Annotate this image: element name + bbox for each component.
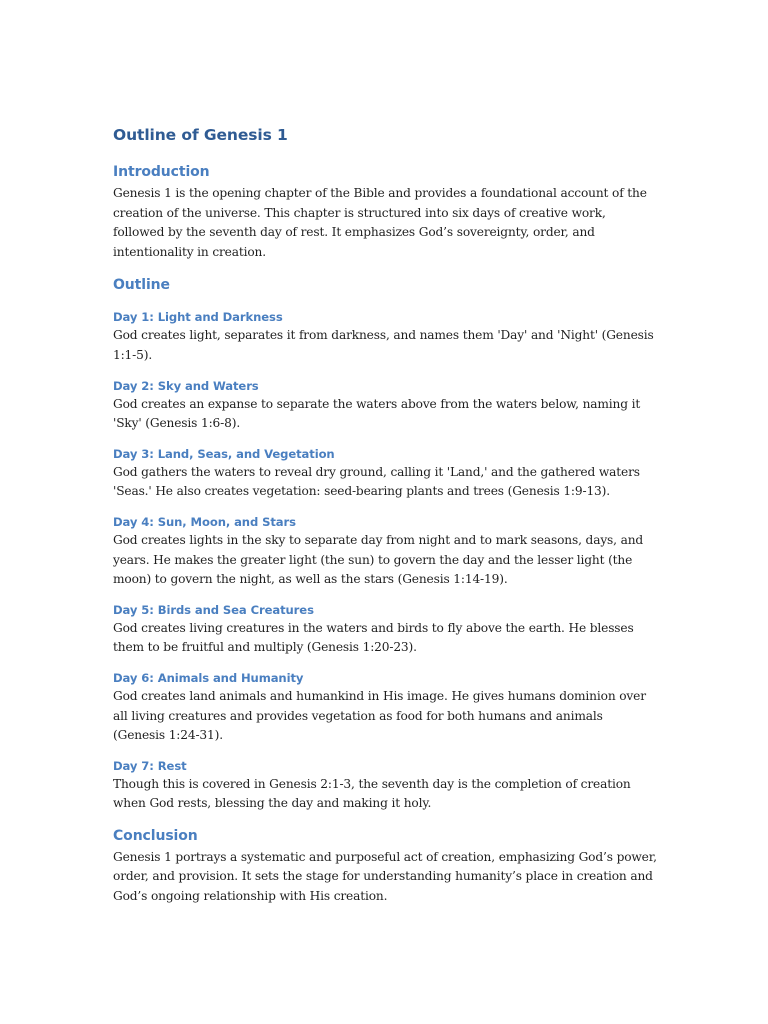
- introduction-paragraph: Genesis 1 is the opening chapter of the Bible and provides a foundational account of the creation of the universe. This chapter is structured into six days of creative work, followed by the seventh day of rest. It emphasizes God’s sovereignty, order, and intentionality in creation.: [113, 186, 647, 259]
- day-6-block: [113, 670, 658, 746]
- day-2-heading: Day 2: Sky and Waters: [113, 378, 259, 393]
- conclusion-section: [113, 826, 658, 907]
- day-1-block: [113, 309, 658, 365]
- day-3-block: [113, 446, 658, 502]
- day-7-block: [113, 758, 658, 814]
- document-title: Outline of Genesis 1: [113, 126, 288, 144]
- outline-section: [113, 275, 658, 814]
- day-6-paragraph: God creates land animals and humankind in His image. He gives humans dominion over all living creatures and provides vegetation as food for both humans and animals (Genesis 1:24-31).: [113, 688, 646, 743]
- day-1-paragraph: God creates light, separates it from darkness, and names them 'Day' and 'Night' (Genesis 1:1-5).: [113, 328, 654, 362]
- day-3-paragraph: God gathers the waters to reveal dry ground, calling it 'Land,' and the gathered waters 'Seas.' He also creates vegetation: seed-bearing plants and trees (Genesis 1:9-13).: [113, 464, 640, 499]
- day-6-heading: Day 6: Animals and Humanity: [113, 670, 304, 685]
- conclusion-paragraph: Genesis 1 portrays a systematic and purposeful act of creation, emphasizing God’s power, order, and provision. It sets the stage for understanding humanity’s place in creation and God’s ongoing relationship with His creation.: [113, 849, 657, 904]
- day-7-paragraph: Though this is covered in Genesis 2:1-3, the seventh day is the completion of creation when God rests, blessing the day and making it holy.: [113, 776, 631, 811]
- day-5-paragraph: God creates living creatures in the waters and birds to fly above the earth. He blesses them to be fruitful and multiply (Genesis 1:20-23).: [113, 620, 634, 655]
- day-4-heading: Day 4: Sun, Moon, and Stars: [113, 514, 296, 529]
- document-page: [113, 124, 658, 907]
- day-5-heading: Day 5: Birds and Sea Creatures: [113, 602, 314, 617]
- introduction-section: [113, 162, 658, 262]
- day-7-heading: Day 7: Rest: [113, 758, 187, 773]
- day-4-block: [113, 514, 658, 590]
- day-4-paragraph: God creates lights in the sky to separate day from night and to mark seasons, days, and years. He makes the greater light (the sun) to govern the day and the lesser light (the moon) to govern the night, as well as the stars (Genesis 1:14-19).: [113, 532, 644, 587]
- conclusion-heading: Conclusion: [113, 827, 198, 844]
- day-2-paragraph: God creates an expanse to separate the waters above from the waters below, naming it 'Sky' (Genesis 1:6-8).: [113, 396, 641, 431]
- day-2-block: [113, 378, 658, 434]
- introduction-heading: Introduction: [113, 164, 210, 180]
- outline-heading: Outline: [113, 277, 170, 294]
- day-5-block: [113, 602, 658, 658]
- day-1-heading: Day 1: Light and Darkness: [113, 310, 283, 325]
- day-3-heading: Day 3: Land, Seas, and Vegetation: [113, 446, 335, 461]
